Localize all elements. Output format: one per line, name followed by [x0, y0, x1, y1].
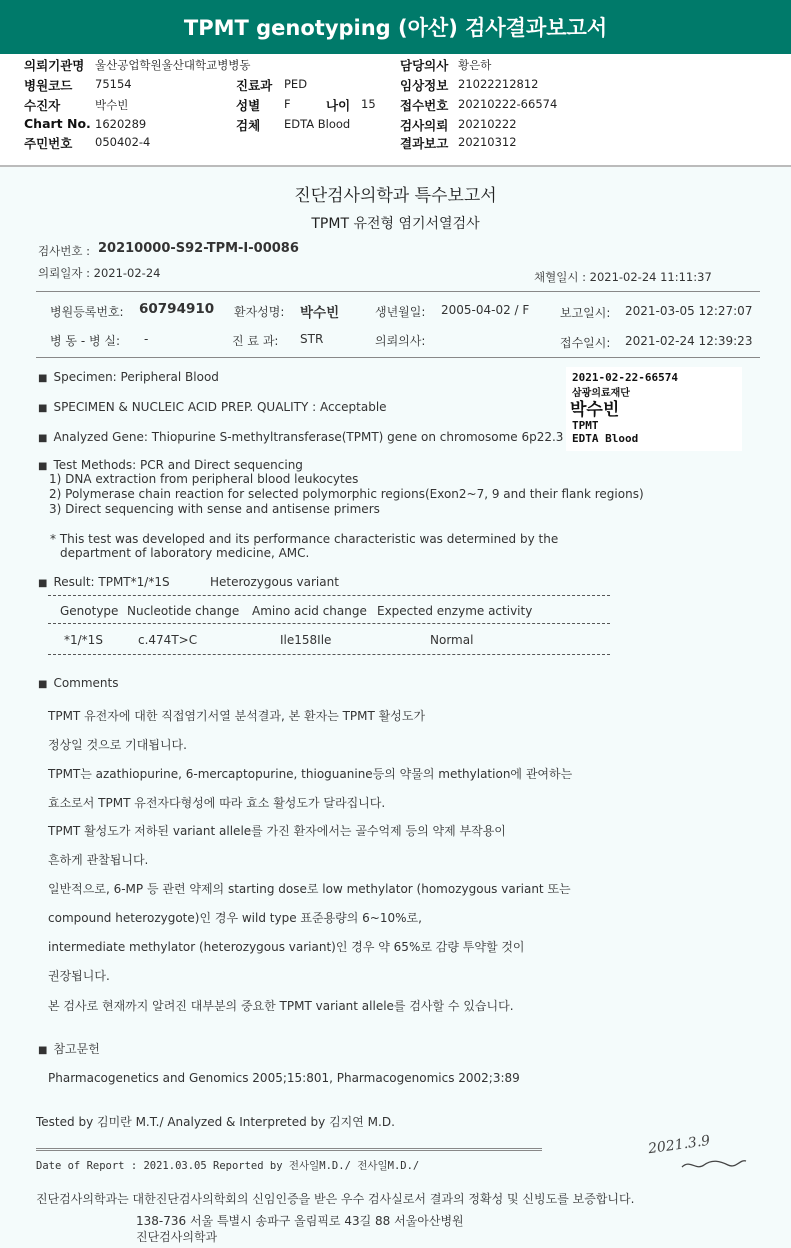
hospital-code-label: 병원코드: [24, 78, 73, 93]
dob-value: 2005-04-02 / F: [441, 303, 530, 317]
cell-genotype: *1/*1S: [64, 633, 103, 647]
age-value: 15: [361, 97, 376, 111]
doctor-value: 황은하: [458, 58, 492, 72]
department-value: PED: [284, 77, 308, 91]
gene-line: ■ Analyzed Gene: Thiopurine S-methyltransferase(TPMT) gene on chromosome 6p22.3: [38, 430, 563, 444]
collection-date: 채혈일시 : 2021-02-24 11:11:37: [534, 270, 712, 284]
dob-label: 생년월일:: [375, 305, 426, 319]
report-time-value: 2021-03-05 12:27:07: [625, 304, 753, 318]
report-subheading: TPMT 유전형 염기서열검사: [311, 216, 480, 232]
comment-line-2: 정상일 것으로 기대됩니다.: [48, 738, 187, 752]
clinical-info-value: 21022212812: [458, 77, 539, 91]
sticker-test-name: TPMT: [572, 419, 599, 432]
table-line-top: [48, 595, 610, 596]
sticker-patient-name: 박수빈: [570, 400, 620, 420]
patient-value: 박수빈: [95, 98, 129, 112]
comment-line-6: 흔하게 관찰됩니다.: [48, 853, 149, 867]
validation-note-1: * This test was developed and its performance characteristic was determined by the: [50, 532, 559, 546]
result-type: Heterozygous variant: [210, 575, 339, 589]
info-top-line: [36, 291, 760, 292]
chart-no-value: 1620289: [95, 117, 147, 131]
exam-no: 20210000-S92-TPM-I-00086: [98, 241, 299, 256]
comment-line-11: 본 검사로 현재까지 알려진 대부분의 중요한 TPMT variant allele를 검사할 수 있습니다.: [48, 999, 514, 1013]
result-report-label: 결과보고: [400, 136, 449, 151]
certification-text: 진단검사의학과는 대한진단검사의학회의 신임인증을 받은 우수 검사실로서 결과의 정확성 및 신빙도를 보증합니다.: [36, 1192, 635, 1206]
institution-label: 의뢰기관명: [24, 58, 85, 73]
hospital-code-value: 75154: [95, 77, 132, 91]
receipt-no-label: 접수번호: [400, 98, 449, 113]
department-name: 진단검사의학과: [136, 1230, 218, 1244]
ordering-doctor-label: 의뢰의사:: [375, 334, 426, 348]
comment-line-5: TPMT 활성도가 저하된 variant allele를 가진 환자에서는 골수억제 등의 약제 부작용이: [48, 824, 506, 838]
ward-value: -: [144, 332, 149, 346]
report-title: TPMT genotyping (아산) 검사결과보고서: [183, 16, 608, 40]
dept-value: STR: [300, 332, 324, 346]
table-line-bottom: [48, 654, 610, 655]
request-date: 의뢰일자 : 2021-02-24: [38, 266, 161, 280]
cell-nucleotide: c.474T>C: [138, 633, 198, 647]
method-3: 3) Direct sequencing with sense and antisense primers: [49, 502, 380, 516]
specimen-label-sticker: [566, 367, 742, 451]
reg-no-label: 병원등록번호:: [50, 305, 124, 319]
receipt-time-value: 2021-02-24 12:39:23: [625, 334, 753, 348]
exam-no-label: 검사번호 :: [38, 244, 90, 258]
col-amino-acid-change: Amino acid change: [252, 604, 367, 618]
comment-line-8: compound heterozygote)인 경우 wild type 표준용량의 6~10%로,: [48, 911, 422, 925]
handwritten-date: 2021.3.9: [647, 1132, 712, 1158]
patient-name-value: 박수빈: [300, 305, 340, 321]
report-footer-rule: [36, 1148, 542, 1151]
hospital-address: 138-736 서울 특별시 송파구 올림픽로 43길 88 서울아산병원: [136, 1214, 464, 1228]
receipt-time-label: 접수일시:: [560, 336, 611, 350]
resident-no-label: 주민번호: [24, 136, 73, 151]
sticker-lab-name: 삼광의료재단: [572, 388, 630, 399]
chart-no-label: Chart No.: [24, 116, 91, 131]
ward-label: 병 동 - 병 실:: [50, 334, 120, 348]
comment-line-1: TPMT 유전자에 대한 직접염기서열 분석결과, 본 환자는 TPMT 활성도가: [48, 709, 426, 723]
sex-label: 성별: [236, 98, 261, 113]
comments-title: ■ Comments: [38, 676, 119, 690]
dept-label: 진 료 과:: [232, 334, 279, 348]
result-report-value: 20210312: [458, 135, 517, 149]
comment-line-4: 효소로서 TPMT 유전자다형성에 따라 효소 활성도가 달라집니다.: [48, 796, 386, 810]
info-bottom-line: [36, 357, 760, 358]
resident-no-value: 050402-4: [95, 135, 151, 149]
report-heading: 진단검사의학과 특수보고서: [294, 186, 497, 206]
header-info: [0, 54, 791, 162]
col-nucleotide-change: Nucleotide change: [127, 604, 240, 618]
receipt-no-value: 20210222-66574: [458, 97, 558, 111]
comment-line-7: 일반적으로, 6-MP 등 관련 약제의 starting dose로 low methylator (homozygous variant 또는: [48, 882, 571, 896]
scanned-report: [0, 167, 791, 1248]
col-genotype: Genotype: [60, 604, 119, 618]
method-1: 1) DNA extraction from peripheral blood leukocytes: [49, 472, 359, 486]
sex-value: F: [284, 97, 291, 111]
specimen-value: EDTA Blood: [284, 117, 351, 131]
sticker-specimen: EDTA Blood: [572, 432, 639, 445]
sticker-receipt-no: 2021-02-22-66574: [572, 371, 678, 384]
methods-title: ■ Test Methods: PCR and Direct sequencing: [38, 458, 303, 472]
age-label: 나이: [326, 98, 351, 113]
references-title: ■ 참고문헌: [38, 1040, 100, 1057]
tested-by: Tested by 김미란 M.T./ Analyzed & Interpreted by 김지연 M.D.: [36, 1115, 395, 1129]
method-2: 2) Polymerase chain reaction for selected polymorphic regions(Exon2~7, 9 and their flank regions): [49, 487, 644, 501]
validation-note-2: department of laboratory medicine, AMC.: [60, 546, 310, 560]
table-line-mid: [48, 623, 610, 624]
department-label: 진료과: [236, 78, 273, 93]
date-of-report: Date of Report : 2021.03.05 Reported by 전사일M.D./ 전사일M.D./: [36, 1160, 420, 1172]
comment-line-9: intermediate methylator (heterozygous variant)인 경우 약 65%로 감량 투약할 것이: [48, 940, 525, 954]
cell-amino-acid: Ile158Ile: [280, 633, 332, 647]
result-label: ■ Result: TPMT*1/*1S: [38, 575, 170, 589]
clinical-info-label: 임상정보: [400, 78, 449, 93]
cell-activity: Normal: [430, 633, 474, 647]
institution-value: 울산공업학원울산대학교병병동: [95, 58, 251, 72]
comment-line-3: TPMT는 azathiopurine, 6-mercaptopurine, thioguanine등의 약물의 methylation에 관여하는: [48, 767, 573, 781]
report-time-label: 보고일시:: [560, 306, 611, 320]
reg-no-value: 60794910: [139, 301, 215, 317]
patient-name-label: 환자성명:: [234, 305, 285, 319]
specimen-label: 검체: [236, 118, 261, 133]
specimen-line: ■ Specimen: Peripheral Blood: [38, 370, 219, 384]
patient-label: 수진자: [24, 98, 61, 113]
doctor-label: 담당의사: [400, 58, 449, 73]
handwritten-signature: [680, 1155, 750, 1173]
comment-line-10: 권장됩니다.: [48, 969, 110, 983]
col-enzyme-activity: Expected enzyme activity: [377, 604, 533, 618]
test-request-label: 검사의뢰: [400, 118, 449, 133]
references-text: Pharmacogenetics and Genomics 2005;15:801, Pharmacogenomics 2002;3:89: [48, 1071, 520, 1085]
test-request-value: 20210222: [458, 117, 517, 131]
report-title-bar: [0, 0, 791, 54]
quality-line: ■ SPECIMEN & NUCLEIC ACID PREP. QUALITY : Acceptable: [38, 400, 387, 414]
